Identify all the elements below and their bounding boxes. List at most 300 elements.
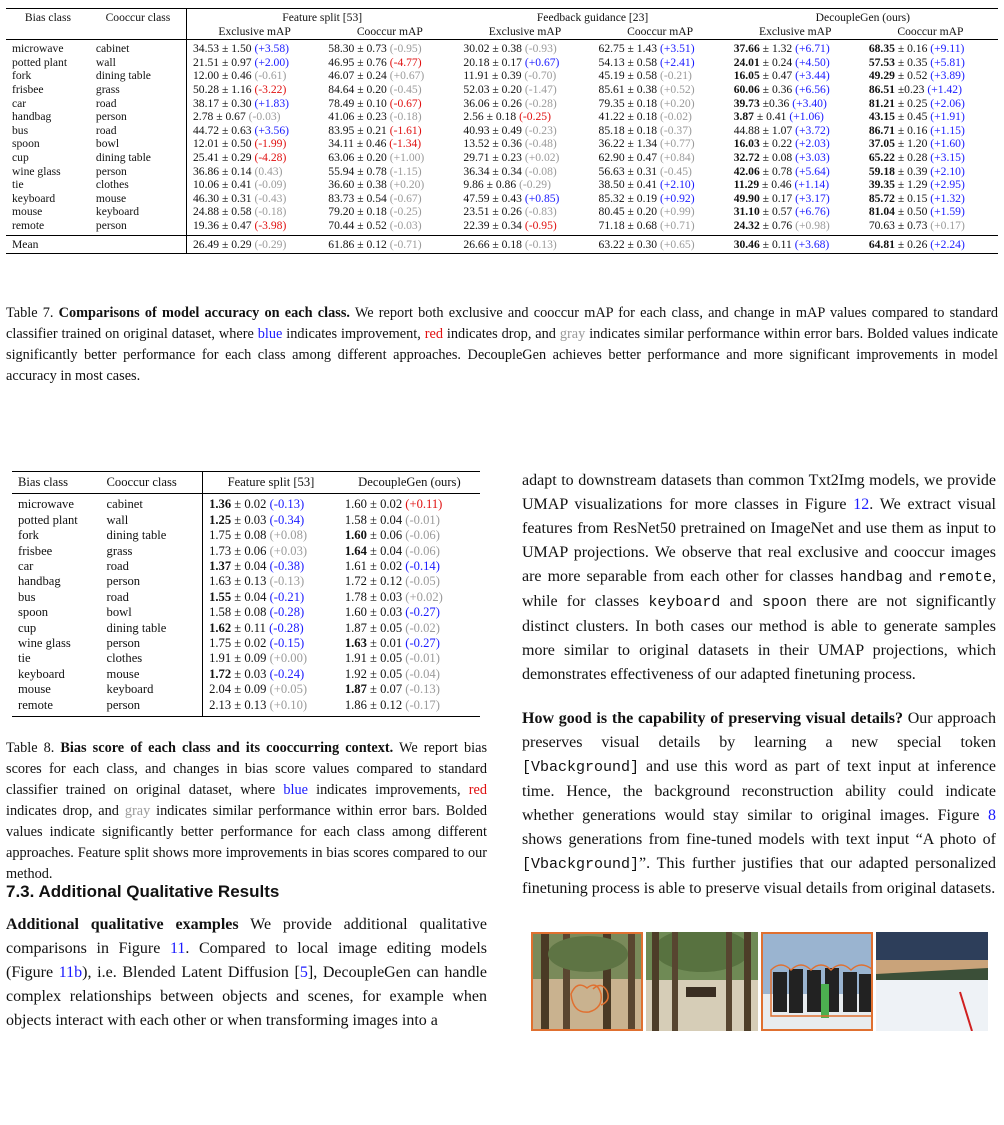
metric-cell [457, 110, 592, 124]
cell-error: ± 0.15 [894, 191, 928, 205]
cooccur-class-cell: dining table [90, 151, 187, 165]
cell-value: 57.53 [868, 55, 895, 69]
cell-value: 1.58 ± 0.08 [209, 605, 267, 620]
bias-class-cell: fork [18, 528, 39, 543]
bias-score-cell [339, 698, 480, 717]
mean-label: Mean [6, 235, 90, 254]
metric-cell [187, 110, 323, 124]
cell-delta: (-0.71) [389, 237, 422, 251]
bias-class-cell: bus [12, 123, 29, 137]
cell-value: 2.13 ± 0.13 [209, 697, 267, 712]
metric-cell [322, 235, 457, 254]
cooccur-class-cell: person [90, 219, 187, 235]
cell-value: 36.06 ± 0.26 [463, 96, 522, 110]
cooccur-class-cell: cabinet [101, 494, 203, 513]
cell-value: 50.28 ± 1.16 [193, 82, 252, 96]
cell-delta: (+0.11) [405, 497, 443, 512]
metric-cell [728, 69, 863, 83]
cell-value: 1.36 [209, 497, 232, 512]
metric-cell [187, 137, 323, 151]
bias-class-cell: mouse [18, 682, 51, 697]
cell-value: 1.60 [344, 528, 367, 543]
cell-delta: (-0.27) [405, 605, 440, 620]
metric-cell [728, 40, 863, 56]
cell-error: ± 0.50 [894, 205, 928, 219]
cell-error: ± 0.26 [894, 237, 928, 251]
cooccur-class-cell: dining table [101, 528, 203, 543]
cell-value: 36.60 ± 0.38 [328, 178, 387, 192]
table-row [12, 513, 480, 528]
bias-class-cell: tie [18, 651, 31, 666]
metric-cell [728, 97, 863, 111]
cell-value: 22.39 ± 0.34 [463, 218, 522, 232]
cell-value: 1.92 ± 0.05 [344, 666, 403, 681]
cell-value: 37.05 [868, 137, 895, 151]
table-row [12, 494, 480, 513]
cell-delta: (-1.34) [389, 137, 422, 151]
cell-delta: (-0.93) [524, 42, 557, 56]
cell-error: ± 1.32 [759, 42, 793, 56]
cell-value: 34.11 ± 0.46 [328, 137, 387, 151]
cell-delta: (+0.03) [269, 543, 308, 558]
bias-score-cell [339, 682, 480, 697]
metric-cell [187, 83, 323, 97]
t8-header-decouplegen: DecoupleGen (ours) [339, 472, 480, 494]
bias-class-cell: wine glass [18, 636, 71, 651]
table-8 [12, 471, 480, 717]
bias-score-cell [339, 559, 480, 574]
cell-error: ± 0.11 [759, 237, 792, 251]
cell-error: ± 0.03 [231, 666, 267, 681]
bias-class-cell: mouse [12, 205, 43, 219]
metric-cell [322, 192, 457, 206]
cell-delta: (-0.37) [660, 123, 692, 137]
metric-cell [863, 40, 998, 56]
cell-value: 41.22 ± 0.18 [598, 110, 658, 124]
cell-delta: (-0.01) [405, 651, 440, 666]
metric-cell [593, 69, 728, 83]
cell-delta: (+1.83) [254, 96, 290, 110]
cell-error: ± 0.25 [894, 96, 928, 110]
cell-error: ± 0.28 [894, 150, 928, 164]
table-row [6, 151, 998, 165]
cell-error: ± 0.08 [759, 150, 793, 164]
cell-error: ± 0.04 [366, 543, 403, 558]
cell-value: 39.73 [733, 96, 760, 110]
cell-delta: (+3.51) [660, 42, 695, 56]
table-row [12, 605, 480, 620]
cell-delta: (+6.56) [795, 82, 830, 96]
metric-cell [187, 178, 323, 192]
cell-delta: (+2.10) [930, 164, 965, 178]
cell-error: ± 0.46 [759, 178, 792, 192]
bias-class-cell: car [12, 96, 27, 110]
metric-cell [863, 178, 998, 192]
cooccur-class-cell: grass [90, 83, 187, 97]
metric-cell [457, 83, 592, 97]
bias-class-cell: keyboard [18, 666, 65, 681]
cell-value: 86.71 [868, 123, 895, 137]
cell-delta: (-0.01) [405, 512, 440, 527]
cell-value: 1.58 ± 0.04 [344, 512, 403, 527]
cell-value: 23.51 ± 0.26 [463, 205, 522, 219]
cell-value: 85.32 ± 0.19 [598, 191, 658, 205]
bias-class-cell: car [18, 559, 34, 574]
metric-cell [863, 97, 998, 111]
cell-value: 47.59 ± 0.43 [463, 191, 522, 205]
metric-cell [457, 205, 592, 219]
cell-value: 12.00 ± 0.46 [193, 69, 252, 83]
table-row [6, 219, 998, 235]
cell-value: 26.49 ± 0.29 [193, 237, 252, 251]
metric-cell [728, 235, 863, 254]
cell-delta: (-0.04) [405, 666, 440, 681]
cell-delta: (+1.06) [789, 110, 824, 124]
metric-cell [322, 40, 457, 56]
cell-value: 39.35 [868, 178, 895, 192]
bias-class-cell: handbag [12, 110, 52, 124]
cell-value: 1.86 ± 0.12 [344, 697, 403, 712]
cell-value: 60.06 [733, 82, 760, 96]
metric-cell [457, 97, 592, 111]
t7-sub-exclusive: Exclusive mAP [187, 25, 323, 40]
cell-delta: (+0.67) [389, 69, 425, 83]
cell-delta: (-0.95) [524, 218, 557, 232]
cell-delta: (+0.02) [524, 150, 560, 164]
cell-value: 1.62 [209, 620, 232, 635]
paragraph-heading: How good is the capability of preserving visual details? [522, 710, 903, 727]
cell-delta: (-0.29) [254, 237, 287, 251]
metric-cell [863, 56, 998, 70]
cell-delta: (-0.61) [254, 69, 287, 83]
t8-header-bias-class: Bias class [12, 472, 101, 494]
bias-class-cell: fork [12, 69, 32, 83]
paragraph-heading: Additional qualitative examples [6, 916, 239, 933]
cell-delta: (+0.10) [269, 697, 308, 712]
cell-delta: (-0.70) [524, 69, 557, 83]
cell-delta: (+2.06) [930, 96, 965, 110]
cell-delta: (-0.18) [389, 110, 422, 124]
cell-value: 1.87 ± 0.05 [344, 620, 403, 635]
bias-class-cell: microwave [12, 42, 64, 56]
cell-value: 85.18 ± 0.18 [598, 123, 658, 137]
handbag-outline-image [531, 932, 643, 1031]
table-row [6, 97, 998, 111]
cell-value: 2.78 ± 0.67 [193, 110, 246, 124]
cell-delta: (+5.81) [930, 55, 965, 69]
cell-error: ± 0.03 [231, 512, 267, 527]
cell-delta: (+3.17) [795, 191, 830, 205]
cell-delta: (+0.85) [524, 191, 560, 205]
cell-delta: (+3.40) [792, 96, 827, 110]
bias-score-cell [339, 513, 480, 528]
cell-value: 78.49 ± 0.10 [328, 96, 387, 110]
metric-cell [457, 69, 592, 83]
metric-cell [728, 178, 863, 192]
cell-value: 36.86 ± 0.14 [193, 164, 252, 178]
table-row [6, 192, 998, 206]
table-row [12, 682, 480, 697]
cell-value: 79.35 ± 0.18 [598, 96, 658, 110]
cell-delta: (-0.24) [269, 666, 305, 681]
cell-value: 44.72 ± 0.63 [193, 123, 252, 137]
bias-score-cell [203, 590, 339, 605]
cell-value: 79.20 ± 0.18 [328, 205, 387, 219]
bias-score-cell [203, 574, 339, 589]
cell-delta: (-1.47) [524, 82, 557, 96]
table-row [12, 590, 480, 605]
bias-score-cell [203, 621, 339, 636]
table-row [12, 667, 480, 682]
cell-delta: (+0.84) [660, 150, 695, 164]
section-heading: 7.3. Additional Qualitative Results [6, 882, 280, 901]
metric-cell [457, 137, 592, 151]
metric-cell [322, 124, 457, 138]
cell-error: ± 0.57 [759, 205, 793, 219]
cell-delta: (+3.44) [795, 69, 830, 83]
cell-error: ± 0.16 [894, 123, 928, 137]
bias-class-cell: handbag [18, 574, 61, 589]
cell-delta: (-0.45) [389, 82, 422, 96]
group-people-outline-image [761, 932, 873, 1031]
cell-value: 84.64 ± 0.20 [328, 82, 387, 96]
bias-score-cell [339, 636, 480, 651]
cell-error: ± 0.11 [231, 620, 266, 635]
cell-value: 38.17 ± 0.30 [193, 96, 252, 110]
cell-delta: (+1.42) [927, 82, 962, 96]
bias-class-cell: remote [12, 218, 45, 232]
metric-cell [593, 219, 728, 235]
bias-score-cell [203, 559, 339, 574]
cell-value: 80.45 ± 0.20 [598, 205, 658, 219]
cell-value: 34.53 ± 1.50 [193, 42, 252, 56]
bias-score-cell [339, 605, 480, 620]
cooccur-class-cell: person [101, 574, 203, 589]
cell-value: 20.18 ± 0.17 [463, 55, 522, 69]
mean-row [6, 235, 998, 254]
cell-value: 63.06 ± 0.20 [328, 150, 387, 164]
figure-ref-12[interactable]: 12 [853, 496, 870, 513]
bias-score-cell [203, 651, 339, 666]
table-row [6, 56, 998, 70]
metric-cell [457, 165, 592, 179]
cell-value: 24.32 [733, 218, 760, 232]
t8-header-feature-split: Feature split [53] [203, 472, 339, 494]
cell-delta: (+3.58) [254, 42, 290, 56]
cell-delta: (+0.71) [660, 218, 695, 232]
cell-value: 2.56 ± 0.18 [463, 110, 517, 124]
cell-value: 1.25 [209, 512, 232, 527]
cell-error: ± 0.22 [759, 137, 793, 151]
cell-delta: (+6.71) [795, 42, 830, 56]
bias-score-cell [203, 513, 339, 528]
metric-cell [457, 40, 592, 56]
metric-cell [728, 192, 863, 206]
metric-cell [863, 124, 998, 138]
cell-error: ± 0.01 [366, 636, 403, 651]
bias-class-cell: cup [12, 150, 29, 164]
cell-delta: (+2.24) [930, 237, 965, 251]
cell-delta: (+0.17) [930, 218, 965, 232]
cell-value: 10.06 ± 0.41 [193, 178, 252, 192]
metric-cell [863, 235, 998, 254]
cell-delta: (-3.22) [254, 82, 287, 96]
cell-error: ± 1.20 [894, 137, 928, 151]
cell-delta: (+4.50) [795, 55, 830, 69]
table-row [6, 110, 998, 124]
cooccur-class-cell: road [90, 97, 187, 111]
bias-class-cell: potted plant [12, 55, 68, 69]
cell-delta: (-0.38) [269, 559, 305, 574]
cell-value: 1.55 [209, 589, 232, 604]
cell-delta: (-0.13) [524, 237, 557, 251]
metric-cell [863, 69, 998, 83]
cell-delta: (-0.83) [524, 205, 557, 219]
table-8-caption: Table 8. Bias score of each class and its cooccurring context. We report bias scores for each class, and changes in bias score values compared to standard classifier trained on original dataset, where blue indicates improvements, red indicates drop, and gray indicates similar performance within error bars. Bolded values indicate significantly better performance for each class among different approaches. Feature split shows more improvements in bias scores compared to our method. [6, 740, 488, 882]
metric-cell [728, 110, 863, 124]
cell-value: 61.86 ± 0.12 [328, 237, 387, 251]
bias-score-cell [203, 544, 339, 559]
metric-cell [593, 124, 728, 138]
cooccur-class-cell: person [90, 110, 187, 124]
cell-value: 54.13 ± 0.58 [598, 55, 658, 69]
cell-delta: (+2.41) [660, 55, 695, 69]
cell-value: 1.60 ± 0.02 [344, 497, 403, 512]
bias-class-cell: microwave [18, 497, 74, 512]
cell-delta: (+0.52) [660, 82, 695, 96]
cell-delta: (-1.15) [389, 164, 422, 178]
cell-value: 71.18 ± 0.68 [598, 218, 658, 232]
metric-cell [187, 192, 323, 206]
cooccur-class-cell: clothes [101, 651, 203, 666]
cell-value: 83.95 ± 0.21 [328, 123, 387, 137]
cell-delta: (-0.95) [389, 42, 422, 56]
cell-value: 1.73 ± 0.06 [209, 543, 267, 558]
metric-cell [187, 40, 323, 56]
cell-delta: (+0.20) [389, 178, 425, 192]
t8-header-cooccur-class: Cooccur class [101, 472, 203, 494]
cell-delta: (-0.25) [389, 205, 422, 219]
figure-ref-11b[interactable]: 11b [58, 964, 83, 981]
metric-cell [593, 56, 728, 70]
cell-error: ± 0.36 [759, 82, 793, 96]
cell-error: ± 0.02 [231, 497, 267, 512]
figure-ref-8[interactable]: 8 [988, 807, 996, 824]
cell-error: ± 0.76 [759, 218, 793, 232]
metric-cell [728, 151, 863, 165]
cell-value: 11.91 ± 0.39 [463, 69, 522, 83]
metric-cell [863, 83, 998, 97]
cell-delta: (-0.14) [405, 559, 440, 574]
metric-cell [593, 205, 728, 219]
cell-value: 1.64 [344, 543, 367, 558]
cell-value: 1.91 ± 0.05 [344, 651, 403, 666]
cell-delta: (+3.03) [795, 150, 830, 164]
cell-delta: (-0.17) [405, 697, 440, 712]
cell-delta: (+1.15) [930, 123, 965, 137]
citation-ref-5[interactable]: 5 [299, 964, 308, 981]
metric-cell [728, 137, 863, 151]
cell-value: 1.61 ± 0.02 [344, 559, 403, 574]
cell-value: 81.04 [868, 205, 895, 219]
metric-cell [322, 110, 457, 124]
metric-cell [322, 56, 457, 70]
cell-delta: (-0.05) [405, 574, 440, 589]
table-row [6, 178, 998, 192]
metric-cell [728, 219, 863, 235]
cell-value: 38.50 ± 0.41 [598, 178, 658, 192]
bias-class-cell: spoon [12, 137, 40, 151]
cell-delta: (-0.13) [405, 682, 440, 697]
table-row [6, 165, 998, 179]
figure-ref-11[interactable]: 11 [169, 940, 186, 957]
bias-score-cell [339, 544, 480, 559]
t7-header-bias-class: Bias class [6, 9, 90, 40]
cell-value: 2.04 ± 0.09 [209, 682, 267, 697]
cell-value: 19.36 ± 0.47 [193, 218, 252, 232]
cell-value: 30.02 ± 0.38 [463, 42, 522, 56]
cell-value: 81.21 [868, 96, 895, 110]
metric-cell [593, 137, 728, 151]
cell-delta: (+0.92) [660, 191, 695, 205]
cell-delta: (0.43) [254, 164, 283, 178]
table-row [6, 205, 998, 219]
cell-value: 68.35 [868, 42, 895, 56]
cell-delta: (+0.08) [269, 528, 308, 543]
bias-score-cell [339, 621, 480, 636]
metric-cell [728, 56, 863, 70]
table-row [12, 636, 480, 651]
metric-cell [187, 165, 323, 179]
cell-delta: (+2.03) [795, 137, 830, 151]
bias-score-cell [203, 636, 339, 651]
bias-class-cell: remote [12, 698, 101, 717]
table-row [12, 544, 480, 559]
bias-class-cell: potted plant [18, 512, 78, 527]
cell-error: ± 0.45 [894, 110, 928, 124]
metric-cell [322, 83, 457, 97]
metric-cell [457, 56, 592, 70]
cell-value: 13.52 ± 0.36 [463, 137, 522, 151]
cell-delta: (+0.99) [660, 205, 695, 219]
metric-cell [322, 97, 457, 111]
cell-delta: (-0.02) [660, 110, 692, 124]
metric-cell [593, 83, 728, 97]
cell-delta: (-0.29) [519, 178, 551, 192]
bias-class-cell: frisbee [18, 543, 53, 558]
cell-value: 46.95 ± 0.76 [328, 55, 387, 69]
metric-cell [593, 178, 728, 192]
cell-delta: (-0.27) [405, 636, 440, 651]
cell-delta: (+3.72) [795, 123, 830, 137]
cooccur-class-cell: road [90, 124, 187, 138]
cell-delta: (-3.98) [254, 218, 287, 232]
cell-delta: (+0.20) [660, 96, 695, 110]
cell-value: 49.90 [733, 191, 760, 205]
metric-cell [728, 205, 863, 219]
cell-delta: (-0.67) [389, 96, 422, 110]
cooccur-class-cell: dining table [90, 69, 187, 83]
bias-score-cell [339, 590, 480, 605]
metric-cell [457, 124, 592, 138]
bias-class-cell: wine glass [12, 164, 61, 178]
cell-delta: (-0.48) [524, 137, 557, 151]
cell-error: ± 0.47 [759, 69, 793, 83]
metric-cell [593, 192, 728, 206]
t7-sub-cooccur: Cooccur mAP [322, 25, 457, 40]
table-row [12, 528, 480, 543]
cell-delta: (+0.65) [660, 237, 695, 251]
